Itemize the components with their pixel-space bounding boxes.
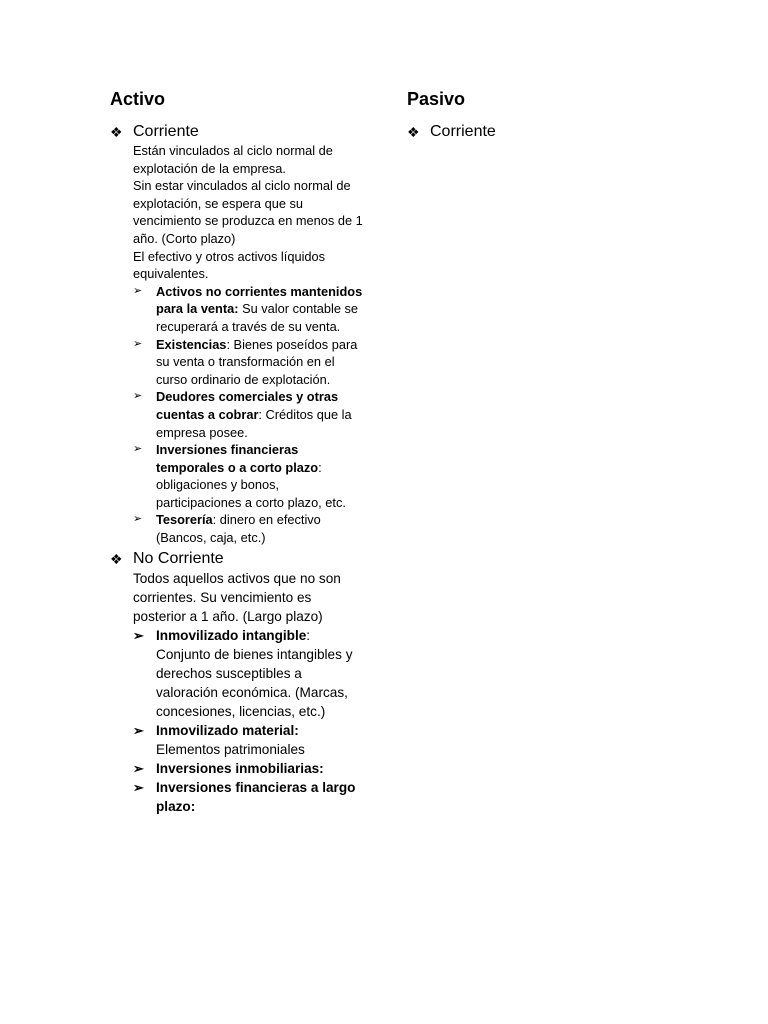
activo-corriente-item	[110, 283, 365, 336]
diamond-bullet-icon: ❖	[407, 124, 420, 140]
activo-no-corriente-heading	[110, 549, 365, 569]
activo-corriente-line: Sin estar vinculados al ciclo normal de explotación, se espera que su vencimiento se produzca en menos de 1 año. (Corto plazo)	[133, 178, 363, 246]
activo-no-corriente-item	[110, 721, 365, 759]
activo-corriente-item	[110, 388, 365, 441]
arrowhead-bullet-icon: ➢	[133, 284, 143, 297]
arrowhead-bullet-icon: ➢	[133, 779, 144, 795]
item-term: Inmovilizado material:	[156, 722, 299, 738]
arrowhead-bullet-icon: ➢	[133, 390, 143, 403]
activo-corriente-heading-text: Corriente	[133, 123, 199, 140]
activo-no-corriente-text: Todos aquellos activos que no son corrientes. Su vencimiento es posterior a 1 año. (Largo plazo)	[133, 570, 341, 624]
item-term: Inmovilizado intangible	[156, 627, 307, 643]
arrowhead-bullet-icon: ➢	[133, 722, 144, 738]
activo-corriente-item	[110, 336, 365, 389]
activo-title: Activo	[110, 89, 166, 109]
activo-corriente-item	[110, 441, 365, 511]
item-term: Existencias	[156, 336, 227, 352]
item-term: Deudores comerciales y otras cuentas a cobrar	[156, 389, 339, 422]
pasivo-title: Pasivo	[407, 89, 466, 109]
pasivo-corriente-heading-text: Corriente	[430, 123, 496, 140]
pasivo-column	[407, 87, 662, 142]
arrowhead-bullet-icon: ➢	[133, 337, 143, 350]
item-term: Inversiones inmobiliarias:	[156, 760, 324, 776]
arrowhead-bullet-icon: ➢	[133, 760, 144, 776]
activo-corriente-heading	[110, 122, 365, 142]
arrowhead-bullet-icon: ➢	[133, 513, 143, 526]
item-description: Elementos patrimoniales	[156, 741, 305, 757]
item-description: : Créditos que la empresa posee.	[156, 406, 352, 440]
pasivo-corriente-heading	[407, 122, 662, 142]
activo-no-corriente-item	[110, 759, 365, 778]
activo-corriente-line: Están vinculados al ciclo normal de explotación de la empresa.	[133, 143, 333, 176]
item-term: Inversiones financieras temporales o a corto plazo	[156, 442, 319, 475]
activo-no-corriente-item	[110, 778, 365, 816]
item-description: : dinero en efectivo (Bancos, caja, etc.)	[156, 512, 321, 546]
activo-column	[110, 87, 365, 816]
diamond-bullet-icon: ❖	[110, 550, 123, 567]
activo-corriente-line: El efectivo y otros activos líquidos equivalentes.	[133, 248, 326, 282]
item-description: : Conjunto de bienes intangibles y derechos susceptibles a valoración económica. (Marcas, concesiones, licencias, etc.)	[156, 627, 353, 719]
item-term: Tesorería	[156, 512, 213, 528]
activo-no-corriente-item	[110, 626, 365, 721]
item-description: : Bienes poseídos para su venta o transformación en el curso ordinario de explotación.	[156, 336, 358, 387]
arrowhead-bullet-icon: ➢	[133, 627, 144, 643]
item-term: Inversiones financieras a largo plazo:	[156, 779, 356, 814]
item-term: Activos no corrientes mantenidos para la venta:	[156, 283, 363, 317]
item-description: : obligaciones y bonos, participaciones a corto plazo, etc.	[156, 459, 346, 510]
activo-no-corriente-heading-text: No Corriente	[133, 549, 224, 567]
arrowhead-bullet-icon: ➢	[133, 443, 143, 456]
activo-corriente-item	[110, 511, 365, 546]
item-description: Su valor contable se recuperará a través de su venta.	[156, 301, 359, 334]
diamond-bullet-icon: ❖	[110, 124, 123, 140]
